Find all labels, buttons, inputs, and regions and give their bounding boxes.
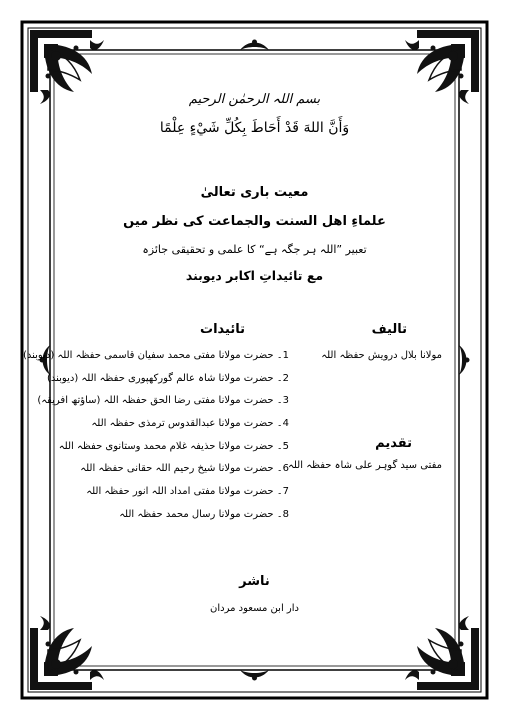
book-tagline: تعبیر ”اللہ ہر جگہ ہے“ کا علمی و تحقیقی جائزہ xyxy=(142,243,367,256)
side-flourish-top xyxy=(240,40,269,51)
book-endorsement-line: مع تائیداتِ اکابر دیوبند xyxy=(185,268,324,283)
tayidat-item: 1۔ حضرت مولانا مفتی محمد سفیان قاسمی حفظہ اللہ (دیوبند) xyxy=(22,350,289,361)
taleef-author: مولانا بلال درویش حفظہ اللہ xyxy=(321,350,442,361)
tayidat-item: 8۔ حضرت مولانا رسال محمد حفظہ اللہ xyxy=(119,508,289,520)
side-flourish-right xyxy=(459,345,470,375)
tayidat-item: 5۔ حضرت مولانا حذیفہ غلام محمد وستانوی حفظہ اللہ xyxy=(58,440,289,452)
tayidat-item: 6۔ حضرت مولانا شیخ رحیم اللہ حقانی حفظہ اللہ xyxy=(80,463,289,475)
book-subtitle: علماءِ اهل السنت والجماعت کی نظر میں xyxy=(123,214,386,229)
taleef-heading: تالیف xyxy=(371,322,407,337)
taqdeem-heading: تقدیم xyxy=(375,436,412,451)
tayidat-list xyxy=(22,346,289,528)
tayidat-heading: تائیدات xyxy=(200,322,245,337)
basmala-calligraphy: بسم اللہ الرحمٰن الرحیم xyxy=(188,92,321,107)
taqdeem-name: مفتی سید گوہر علی شاہ حفظہ اللہ xyxy=(288,460,442,471)
tayidat-item: 4۔ حضرت مولانا عبدالقدوس ترمذی حفظہ اللہ xyxy=(91,418,289,430)
tayidat-item: 2۔ حضرت مولانا شاہ عالم گورکھپوری حفظہ اللہ (دیوبند) xyxy=(46,372,289,384)
corner-ornament-bottom-left xyxy=(30,616,104,690)
quran-verse: وَأَنَّ اللهَ قَدْ أَحَاطَ بِكُلِّ شَيْءٍ عِلْمًا xyxy=(159,120,350,136)
corner-ornament-bottom-right xyxy=(405,616,479,690)
tayidat-item: 3۔ حضرت مولانا مفتی رضا الحق حفظہ اللہ (ساؤتھ افریقہ) xyxy=(37,395,289,407)
book-title: معیت باری تعالیٰ xyxy=(200,185,309,200)
publisher-name: دار ابن مسعود مردان xyxy=(210,603,299,614)
tayidat-item: 7۔ حضرت مولانا مفتی امداد اللہ انور حفظہ اللہ xyxy=(86,486,289,498)
publisher-heading: ناشر xyxy=(239,574,270,589)
side-flourish-bottom xyxy=(240,670,269,681)
